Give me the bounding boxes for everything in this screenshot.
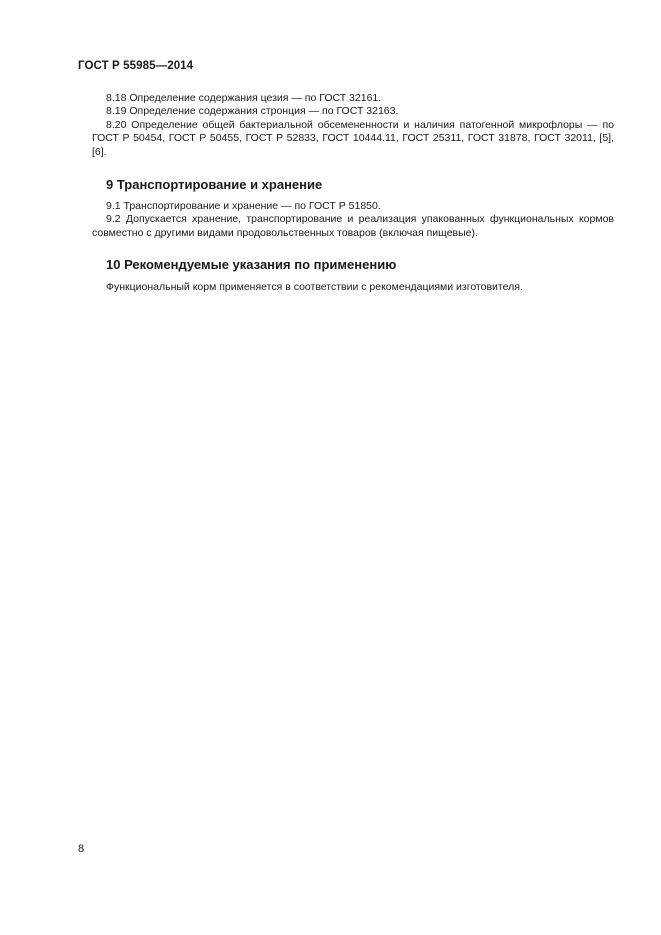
section-10-body [106, 281, 614, 294]
section-9-heading: 9 Транспортирование и хранение [106, 177, 323, 192]
clause-9-1: 9.1 Транспортирование и хранение — по ГОСТ Р 51850. [106, 200, 381, 212]
clause-8-19: 8.19 Определение содержания стронция — по ГОСТ 32163. [106, 105, 399, 118]
clause-9-2: 9.2 Допускается хранение, транспортирование и реализация упакованных функциональных кормов совместно с другими видами продовольственных товаров (включая пищевые). [92, 213, 614, 239]
page-number: 8 [78, 843, 85, 855]
section-10-text: Функциональный корм применяется в соответствии с рекомендациями изготовителя. [106, 281, 523, 293]
section-8-items [92, 92, 614, 159]
section-9-items [92, 200, 614, 240]
section-10-heading: 10 Рекомендуемые указания по применению [106, 257, 397, 272]
clause-8-20: 8.20 Определение общей бактериальной обсемененности и наличия патогенной микрофлоры — по ГОСТ Р 50454, ГОСТ Р 50455, ГОСТ Р 52833, ГОСТ 10444.11, ГОСТ 25311, ГОСТ 31878, ГОСТ 32011, [5], [6]. [92, 118, 614, 158]
clause-8-18: 8.18 Определение содержания цезия — по ГОСТ 32161. [106, 92, 382, 104]
document-code-header: ГОСТ Р 55985—2014 [78, 60, 194, 72]
